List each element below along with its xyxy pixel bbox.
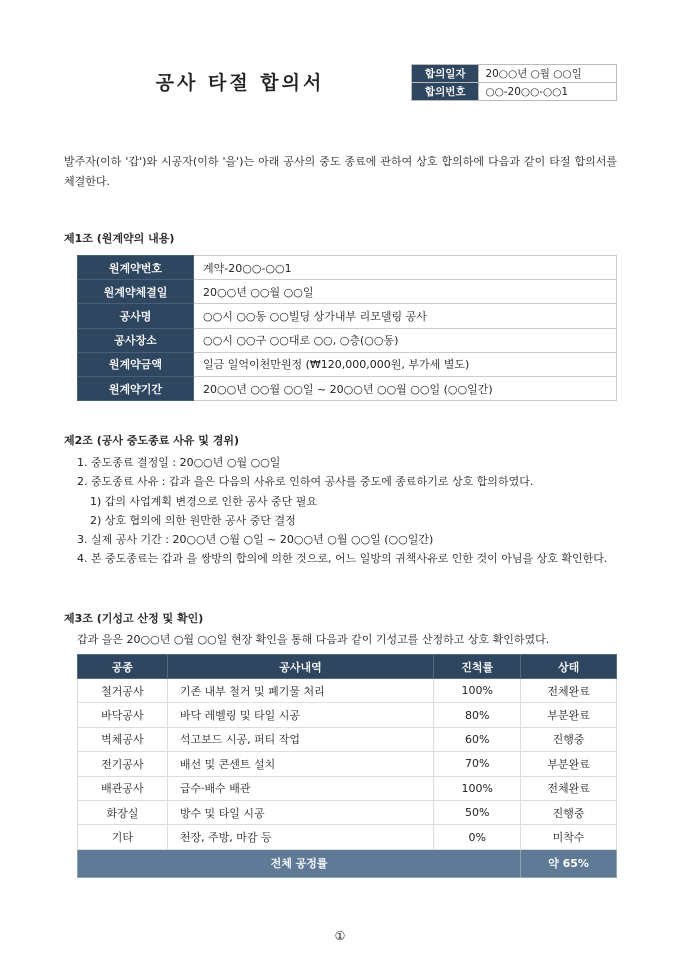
table-cell: 60% <box>434 727 521 751</box>
table-header-row <box>78 655 617 679</box>
table-cell: 50% <box>434 800 521 824</box>
contract-value: 일금 일억이천만원정 (₩120,000,000원, 부가세 별도) <box>194 352 617 376</box>
contract-row <box>78 328 617 352</box>
summary-row <box>78 849 617 877</box>
table-cell: 천장, 주방, 마감 등 <box>167 825 433 849</box>
list-item: 4. 본 중도종료는 갑과 을 쌍방의 합의에 의한 것으로, 어느 일방의 귀책사유로 인한 것이 아님을 상호 확인한다. <box>77 552 608 566</box>
document-title: 공사 타절 합의서 <box>155 72 325 94</box>
meta-value: ○○-20○○-○○1 <box>479 83 617 101</box>
list-item: 2. 중도종료 사유 : 갑과 을은 다음의 사유로 인하여 공사를 중도에 종료하기로 상호 합의하였다. <box>77 475 534 489</box>
table-cell: 기타 <box>78 825 168 849</box>
table-cell: 80% <box>434 703 521 727</box>
table-row <box>78 727 617 751</box>
article3-sentence: 갑과 을은 20○○년 ○월 ○○일 현장 확인을 통해 다음과 같이 기성고를 산정하고 상호 확인하였다. <box>77 633 550 646</box>
table-row <box>78 703 617 727</box>
contract-label: 원계약체결일 <box>78 280 194 304</box>
contract-row <box>78 280 617 304</box>
article2-heading: 제2조 (공사 중도종료 사유 및 경위) <box>64 434 239 447</box>
agreement-meta-table <box>411 64 617 101</box>
page-number: ① <box>334 929 346 943</box>
column-header: 상태 <box>521 655 617 679</box>
column-header: 공종 <box>78 655 168 679</box>
contract-label: 원계약번호 <box>78 256 194 280</box>
contract-value: ○○시 ○○구 ○○대로 ○○, ○층(○○동) <box>194 328 617 352</box>
table-cell: 70% <box>434 752 521 776</box>
table-cell: 철거공사 <box>78 679 168 703</box>
column-header: 공사내역 <box>167 655 433 679</box>
contract-label: 공사장소 <box>78 328 194 352</box>
progress-table <box>77 654 617 878</box>
table-cell: 진행중 <box>521 800 617 824</box>
table-cell: 석고보드 시공, 퍼티 작업 <box>167 727 433 751</box>
contract-row <box>78 352 617 376</box>
article1-heading: 제1조 (원계약의 내용) <box>64 232 175 245</box>
table-cell: 0% <box>434 825 521 849</box>
contract-row <box>78 376 617 400</box>
column-header: 진척률 <box>434 655 521 679</box>
meta-label: 합의번호 <box>412 83 479 101</box>
list-subitem: 2) 상호 협의에 의한 원만한 공사 중단 결정 <box>90 513 296 527</box>
table-cell: 전체완료 <box>521 679 617 703</box>
contract-label: 원계약기간 <box>78 376 194 400</box>
summary-value: 약 65% <box>521 849 617 877</box>
contract-value: 계약-20○○-○○1 <box>194 256 617 280</box>
table-row <box>78 800 617 824</box>
contract-label: 공사명 <box>78 304 194 328</box>
table-cell: 기존 내부 철거 및 폐기물 처리 <box>167 679 433 703</box>
table-cell: 화장실 <box>78 800 168 824</box>
contract-row <box>78 304 617 328</box>
termination-reasons-list <box>77 453 617 569</box>
table-cell: 배관공사 <box>78 776 168 800</box>
contract-row <box>78 256 617 280</box>
contract-label: 원계약금액 <box>78 352 194 376</box>
table-row <box>78 776 617 800</box>
table-row <box>78 679 617 703</box>
table-cell: 100% <box>434 679 521 703</box>
table-cell: 진행중 <box>521 727 617 751</box>
contract-value: 20○○년 ○○월 ○○일 ~ 20○○년 ○○월 ○○일 (○○일간) <box>194 376 617 400</box>
table-cell: 전체완료 <box>521 776 617 800</box>
table-cell: 부분완료 <box>521 703 617 727</box>
meta-label: 합의일자 <box>412 65 479 83</box>
meta-value: 20○○년 ○월 ○○일 <box>479 65 617 83</box>
original-contract-table <box>77 255 617 401</box>
article3-heading: 제3조 (기성고 산정 및 확인) <box>64 612 204 625</box>
table-cell: 방수 및 타일 시공 <box>167 800 433 824</box>
table-cell: 미착수 <box>521 825 617 849</box>
table-row <box>78 825 617 849</box>
contract-value: ○○시 ○○동 ○○빌딩 상가내부 리모델링 공사 <box>194 304 617 328</box>
table-cell: 바닥 레벨링 및 타일 시공 <box>167 703 433 727</box>
list-item: 1. 중도종료 결정일 : 20○○년 ○월 ○○일 <box>77 456 281 469</box>
table-row <box>78 752 617 776</box>
contract-value: 20○○년 ○○월 ○○일 <box>194 280 617 304</box>
intro-paragraph: 발주자(이하 '갑')와 시공자(이하 '을')는 아래 공사의 중도 종료에 관하여 상호 합의하에 다음과 같이 타절 합의서를 체결한다. <box>64 155 617 188</box>
table-cell: 바닥공사 <box>78 703 168 727</box>
table-cell: 전기공사 <box>78 752 168 776</box>
summary-label: 전체 공정률 <box>78 849 521 877</box>
table-cell: 100% <box>434 776 521 800</box>
table-cell: 급수·배수 배관 <box>167 776 433 800</box>
table-cell: 부분완료 <box>521 752 617 776</box>
table-cell: 벽체공사 <box>78 727 168 751</box>
list-item: 3. 실제 공사 기간 : 20○○년 ○월 ○일 ~ 20○○년 ○월 ○○일 (○○일간) <box>77 533 434 547</box>
list-subitem: 1) 갑의 사업계획 변경으로 인한 공사 중단 필요 <box>90 494 318 508</box>
table-cell: 배선 및 콘센트 설치 <box>167 752 433 776</box>
